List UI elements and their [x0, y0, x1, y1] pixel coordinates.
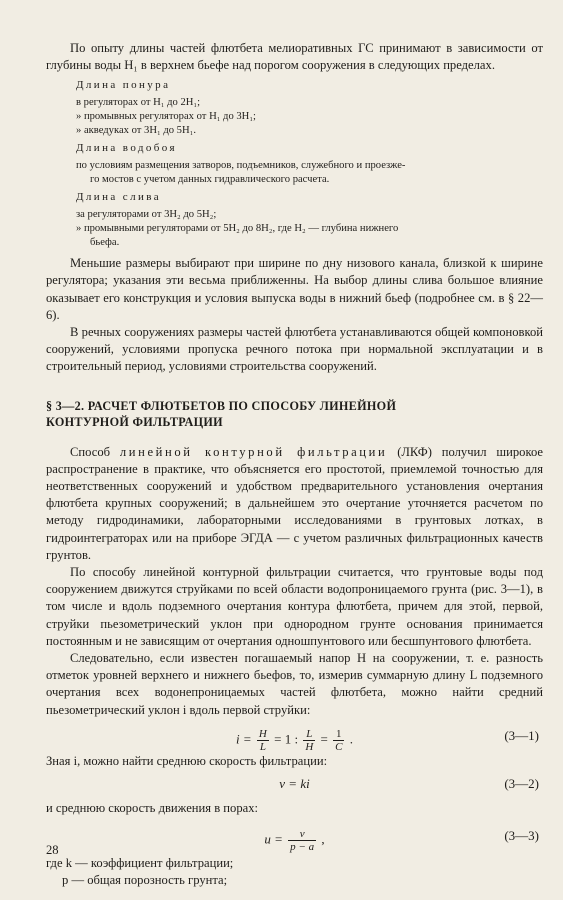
- formula-3-1: [46, 721, 543, 751]
- formula-lhs: u =: [264, 831, 283, 847]
- formula-number: (3—3): [504, 828, 539, 844]
- formula-number: (3—2): [504, 776, 539, 792]
- list-item: по условиям размещения затворов, подъемников, служебного и проезже-: [76, 160, 406, 172]
- page-number: 28: [46, 843, 59, 857]
- formula-expression: v = ki: [279, 776, 310, 792]
- list-item: за регуляторами от 3H₂ до 5H₂;: [76, 209, 217, 221]
- formula-middle: = 1 :: [274, 731, 299, 747]
- apron-length-heading: Длина понура: [76, 79, 171, 92]
- formula-lhs: i =: [236, 731, 252, 747]
- method-rest: (ЛКФ) получил широкое распространение в практике, что объясняется его простотой, приемлемой точностью для неответственных сооружений и удобством предварительного установления очертания флютбета крупных сооружений; в дальнейшем это очертание уточняется расчетом по методу гидродинамики, лабораторными исследованиями в грунтовых лотках, в гидроинтеграторах или на приборе ЭГДА — с учетом различных фильтрационных качеств грунтов.: [46, 444, 543, 562]
- spillway-length-list: [76, 208, 533, 249]
- fraction-numerator: H: [258, 727, 267, 740]
- fraction: [333, 728, 344, 753]
- fraction-numerator: L: [303, 728, 315, 741]
- pore-speed-paragraph: и среднюю скорость движения в порах:: [46, 801, 259, 816]
- knowing-i-paragraph: Зная i, можно найти среднюю скорость фильтрации:: [46, 753, 328, 768]
- fraction-denominator: H: [305, 740, 314, 753]
- method-term: линейной контурной фильтрации: [119, 444, 388, 459]
- fraction-numerator: 1: [333, 728, 344, 741]
- definition-k: k — коэффициент фильтрации;: [65, 856, 234, 871]
- section-title: КОНТУРНОЙ ФИЛЬТРАЦИИ: [46, 414, 223, 429]
- stilling-length-heading: Длина водобоя: [76, 142, 177, 155]
- intro-paragraph: По опыту длины частей флютбета мелиоративных ГС принимают в зависимости от глубины воды H₁ в верхнем бьефе над порогом сооружения в следующих пределах.: [46, 41, 543, 73]
- apron-length-list: [76, 96, 533, 137]
- formula-expression: [46, 828, 543, 853]
- formula-expression: [46, 728, 543, 753]
- formula-3-3: [46, 819, 543, 853]
- definition-item: [46, 855, 543, 872]
- section-title: § 3—2. РАСЧЕТ ФЛЮТБЕТОВ ПО СПОСОБУ ЛИНЕЙНОЙ: [46, 398, 397, 413]
- fraction-denominator: C: [335, 740, 343, 753]
- fraction: [257, 728, 269, 753]
- list-item-continuation: го мостов с учетом данных гидравлического расчета.: [90, 173, 330, 185]
- fraction-numerator: v: [288, 828, 316, 841]
- formula-3-2: [46, 772, 543, 798]
- fraction-denominator: L: [259, 740, 266, 753]
- fraction-denominator: p − a: [290, 841, 315, 854]
- smaller-sizes-paragraph: Меньшие размеры выбирают при ширине по дну низового канала, близкой к ширине регулятора; указания эти весьма приближенны. На выбор длины слива большое влияние оказывает его конструкция и условия выпуска воды в нижний бьеф (подробнее см. в § 22—6).: [46, 256, 543, 322]
- fraction: [288, 828, 316, 853]
- formula-number: (3—1): [504, 727, 539, 743]
- list-item: » промывных регуляторах от H₁ до 3H₁;: [76, 111, 256, 122]
- formula-tail: .: [349, 731, 353, 747]
- stilling-length-list: [76, 159, 533, 186]
- formula-tail: ,: [321, 831, 325, 847]
- formula-equals: =: [320, 731, 328, 747]
- method-paragraph-2: По способу линейной контурной фильтрации считается, что грунтовые воды под сооружением движутся струйками по всей области водопроницаемого грунта (рис. 3—1), в том числе и вдоль подземного очертания контура флютбета, причем для этой, первой, струйки пьезометрический уклон при однородном грунте основания принимается постоянным и не зависящим от очертания одношпунтового или бесшпунтового флютбета.: [46, 565, 543, 648]
- definitions: [46, 855, 543, 889]
- river-structures-paragraph: В речных сооружениях размеры частей флютбета устанавливаются общей компоновкой сооружений, условиями пропуска речного потока при нормальной эксплуатации и в строительный период, условиями строительства сооружений.: [46, 324, 543, 374]
- list-item: в регуляторах от H₁ до 2H₁;: [76, 97, 201, 109]
- method-paragraph: [46, 444, 543, 564]
- list-item-continuation: бьефа.: [90, 236, 120, 248]
- spillway-length-heading: Длина слива: [76, 191, 161, 204]
- method-paragraph-3: Следовательно, если известен погашаемый напор H на сооружении, т. е. разность отметок уровней верхнего и нижнего бьефов, то, измерив суммарную длину L подземного очертания всех водонепроницаемых частей флютбета, можно найти средний пьезометрический уклон i вдоль первой струйки:: [46, 651, 543, 717]
- definition-p: p — общая порозность грунта;: [62, 873, 228, 888]
- fraction: [303, 728, 315, 753]
- definitions-intro: где: [46, 856, 63, 871]
- method-lead: Способ: [70, 444, 111, 459]
- list-item: » акведуках от 3H₁ до 5H₁.: [76, 124, 196, 136]
- list-item: » промывными регуляторами от 5H₂ до 8H₂, где H₂ — глубина нижнего: [76, 222, 399, 234]
